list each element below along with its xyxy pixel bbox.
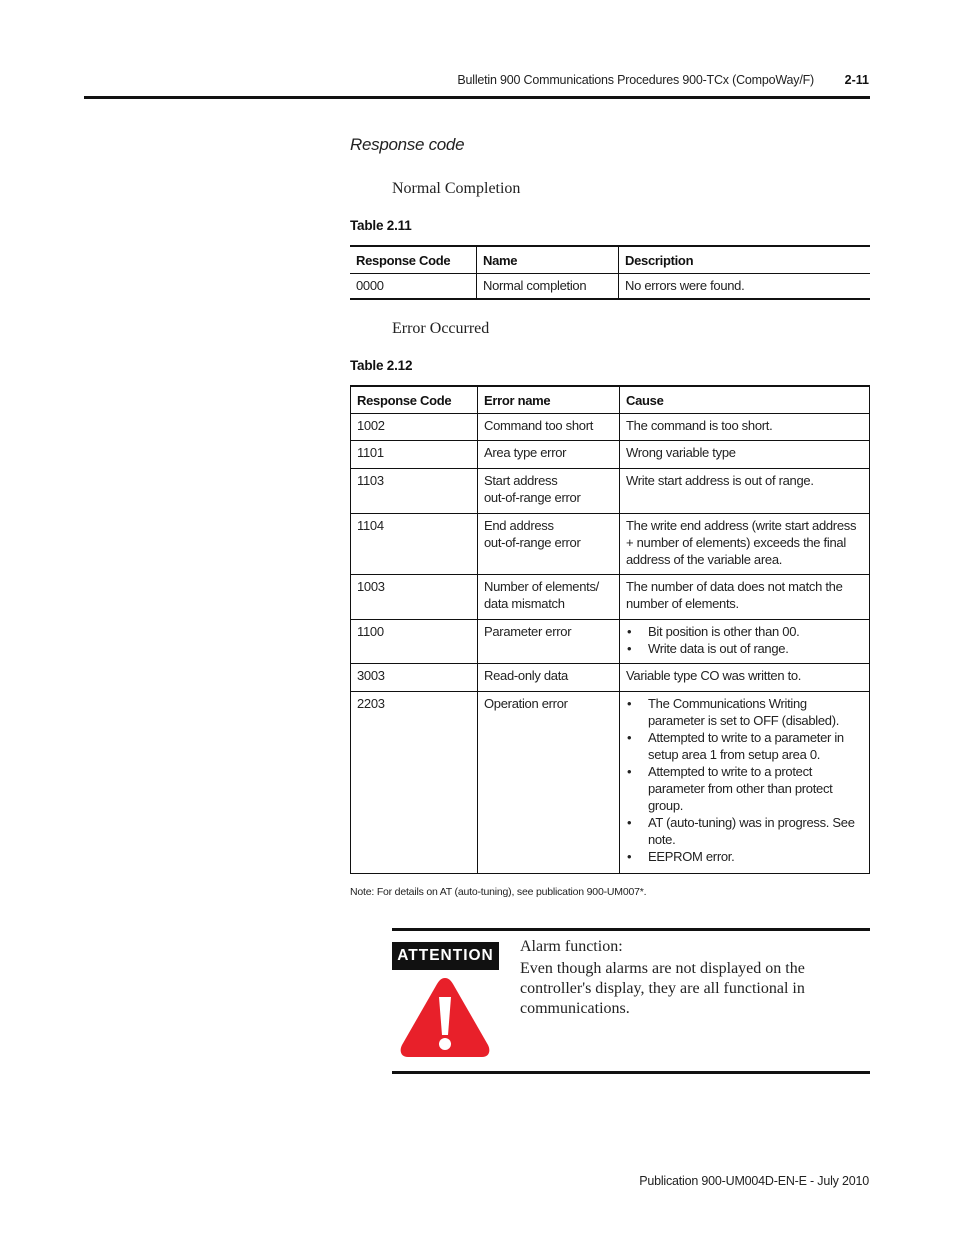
error-name-cell [478, 692, 620, 874]
column-header: Error name [478, 386, 620, 414]
column-header: Name [477, 246, 619, 274]
attention-title: Alarm function: [520, 938, 623, 955]
error-name-line: Parameter error [484, 624, 572, 639]
cause-line: setup area 1 from setup area 0. [648, 747, 821, 762]
cause-line: number of elements. [626, 596, 739, 611]
cause-cell [620, 692, 870, 874]
error-name-cell [478, 664, 620, 692]
cause-bullet-item [626, 729, 863, 763]
cause-cell [620, 514, 870, 575]
attention-body: Even though alarms are not displayed on the controller's display, they are all functional in communications. [520, 960, 805, 1017]
cause-line: Wrong variable type [626, 445, 736, 460]
cause-bullet-item [626, 848, 863, 865]
response-code-cell: 1101 [351, 441, 478, 469]
error-name-cell [478, 575, 620, 620]
response-code-cell: 2203 [351, 692, 478, 874]
cause-cell [620, 575, 870, 620]
cause-bullet-list [626, 695, 863, 865]
error-name-cell [478, 441, 620, 469]
column-header: Response Code [351, 386, 478, 414]
attention-top-rule [392, 928, 870, 931]
cause-line: • Attempted to write to a parameter in [648, 730, 844, 745]
error-table-body [351, 414, 870, 874]
column-header: Cause [620, 386, 870, 414]
normal-completion-table [350, 245, 870, 300]
response-code-cell: 3003 [351, 664, 478, 692]
error-name-line: Start address [484, 473, 558, 488]
table-row [351, 664, 870, 692]
table-2-11-caption: Table 2.11 [350, 218, 412, 233]
column-header: Description [619, 246, 871, 274]
attention-bottom-rule [392, 1071, 870, 1074]
error-name-line: Number of elements/ [484, 579, 599, 594]
table-row [351, 692, 870, 874]
response-code-cell: 0000 [350, 274, 477, 300]
cause-line: • AT (auto-tuning) was in progress. See [648, 815, 855, 830]
response-code-cell: 1104 [351, 514, 478, 575]
table-row [350, 274, 870, 300]
response-code-cell: 1103 [351, 469, 478, 514]
error-name-line: Read-only data [484, 668, 568, 683]
page-number: 2-11 [844, 73, 869, 87]
cause-line: address of the variable area. [626, 552, 783, 567]
normal-subheading: Normal Completion [392, 180, 521, 197]
error-name-cell [478, 469, 620, 514]
cause-line: • EEPROM error. [648, 849, 735, 864]
cause-line: Variable type CO was written to. [626, 668, 802, 683]
response-code-cell: 1003 [351, 575, 478, 620]
cause-line: parameter is set to OFF (disabled). [648, 713, 840, 728]
error-occurred-table [350, 385, 870, 874]
description-cell: No errors were found. [619, 274, 871, 300]
cause-line: parameter from other than protect [648, 781, 833, 796]
cause-line: • Attempted to write to a protect [648, 764, 813, 779]
error-name-line: End address [484, 518, 554, 533]
table-row [351, 514, 870, 575]
cause-cell [620, 620, 870, 664]
cause-line: The command is too short. [626, 418, 773, 433]
cause-line: Write start address is out of range. [626, 473, 814, 488]
table-row [351, 620, 870, 664]
error-name-line: out-of-range error [484, 535, 581, 550]
response-code-cell: 1100 [351, 620, 478, 664]
cause-line: group. [648, 798, 684, 813]
cause-line: • The Communications Writing [648, 696, 807, 711]
table-row [351, 441, 870, 469]
cause-line: The write end address (write start address [626, 518, 857, 533]
cause-cell [620, 664, 870, 692]
error-name-line: Operation error [484, 696, 568, 711]
error-name-line: Command too short [484, 418, 594, 433]
table-row [351, 575, 870, 620]
error-name-cell [478, 414, 620, 441]
table-header-row [350, 246, 870, 274]
error-name-line: data mismatch [484, 596, 565, 611]
cause-bullet-item [626, 640, 863, 657]
cause-line: • Bit position is other than 00. [648, 624, 800, 639]
exclamation-dot [439, 1038, 451, 1050]
warning-exclamation-icon [398, 975, 492, 1059]
cause-bullet-item [626, 763, 863, 814]
cause-line: + number of elements) exceeds the final [626, 535, 846, 550]
cause-cell [620, 414, 870, 441]
cause-line: note. [648, 832, 676, 847]
attention-badge: ATTENTION [392, 942, 499, 970]
header-rule [84, 96, 870, 99]
publication-footer: Publication 900-UM004D-EN-E - July 2010 [639, 1174, 869, 1188]
error-name-cell [478, 514, 620, 575]
cause-bullet-item [626, 814, 863, 848]
cause-bullet-item [626, 695, 863, 729]
error-name-line: out-of-range error [484, 490, 581, 505]
running-header: Bulletin 900 Communications Procedures 900-TCx (CompoWay/F) [457, 73, 814, 87]
table-note: Note: For details on AT (auto-tuning), see publication 900-UM007*. [350, 886, 647, 898]
cause-line: • Write data is out of range. [648, 641, 789, 656]
table-row [351, 469, 870, 514]
table-row [351, 414, 870, 441]
column-header: Response Code [350, 246, 477, 274]
name-cell: Normal completion [477, 274, 619, 300]
cause-cell [620, 469, 870, 514]
error-name-line: Area type error [484, 445, 567, 460]
error-subheading: Error Occurred [392, 320, 490, 337]
table-2-12-caption: Table 2.12 [350, 358, 413, 373]
response-code-cell: 1002 [351, 414, 478, 441]
cause-bullet-list [626, 623, 863, 657]
cause-cell [620, 441, 870, 469]
error-name-cell [478, 620, 620, 664]
cause-line: The number of data does not match the [626, 579, 843, 594]
table-header-row [351, 386, 870, 414]
section-title: Response code [350, 135, 465, 154]
cause-bullet-item [626, 623, 863, 640]
